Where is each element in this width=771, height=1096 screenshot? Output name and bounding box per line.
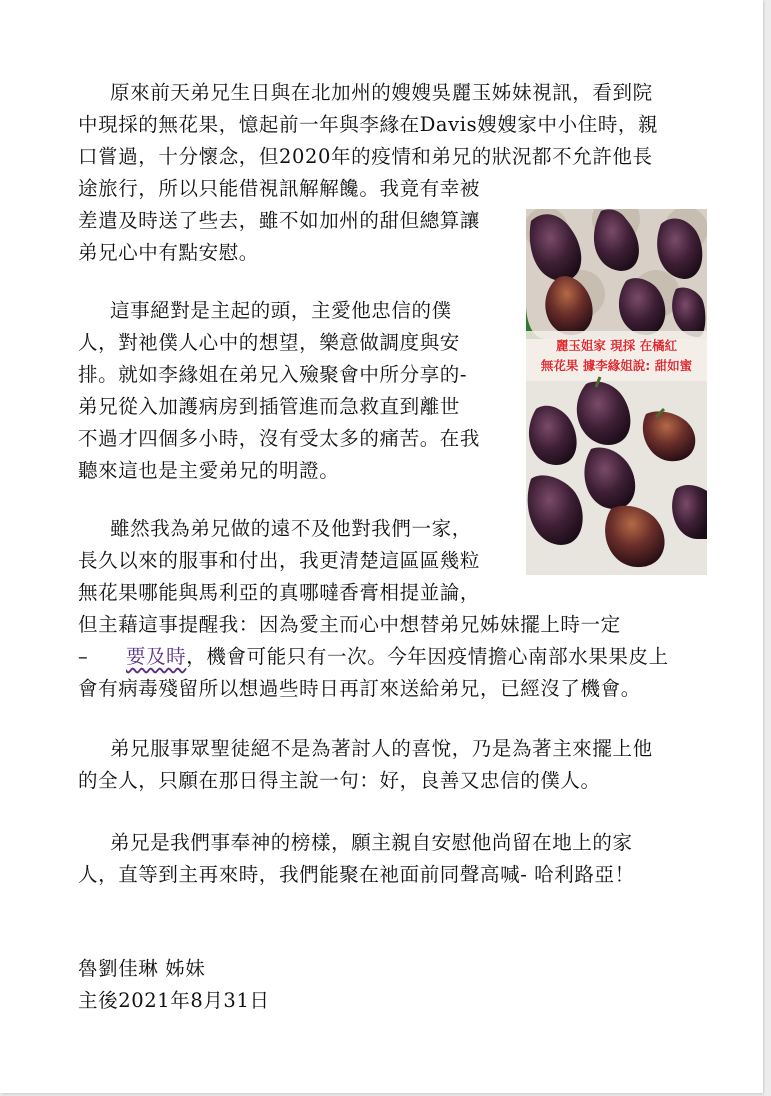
paragraph-2-line-1: 這事絕對是主起的頭，主愛他忠信的僕 xyxy=(110,299,452,322)
paragraph-2-line-3: 排。就如李緣姐在弟兄入殮聚會中所分享的- xyxy=(78,363,468,386)
letter-date: 主後2021年8月31日 xyxy=(78,989,270,1012)
photo-caption-line-2: 無花果 據李緣姐說: 甜如蜜 xyxy=(540,358,693,373)
paragraph-1-line-4: 途旅行，所以只能借視訊解解饞。我竟有幸被 xyxy=(78,177,481,200)
paragraph-3-line-1: 雖然我為弟兄做的遠不及他對我們一家， xyxy=(110,517,472,540)
paragraph-1-line-1: 原來前天弟兄生日與在北加州的嫂嫂吳麗玉姊妹視訊，看到院 xyxy=(110,81,653,104)
paragraph-5-line-2: 人，直等到主再來時，我們能聚在祂面前同聲高喊- 哈利路亞！ xyxy=(78,863,635,886)
paragraph-3-line-4: 但主藉這事提醒我：因為愛主而心中想替弟兄姊妹擺上時一定 xyxy=(78,613,621,636)
paragraph-3-line-6: 會有病毒殘留所以想過些時日再訂來送給弟兄，已經沒了機會。 xyxy=(78,677,641,700)
paragraph-2-line-4: 弟兄從入加護病房到插管進而急救直到離世 xyxy=(78,395,460,418)
fig-photo-illustration xyxy=(526,209,707,575)
paragraph-3-line-5 xyxy=(78,645,669,669)
paragraph-2-line-2: 人，對祂僕人心中的想望，樂意做調度與安 xyxy=(78,331,460,354)
paragraph-2-line-5: 不過才四個多小時，沒有受太多的痛苦。在我 xyxy=(78,427,481,450)
photo-caption-line-1: 麗玉姐家 現採 在橘紅 xyxy=(555,338,678,353)
paragraph-1-line-6: 弟兄心中有點安慰。 xyxy=(78,241,259,264)
paragraph-1-line-3: 口嘗過，十分懷念，但2020年的疫情和弟兄的狀況都不允許他長 xyxy=(78,145,653,168)
paragraph-3-line-5-rest: ，機會可能只有一次。今年因疫情擔心南部水果果皮上 xyxy=(186,645,669,668)
page-edge xyxy=(765,0,771,1096)
paragraph-1-line-5: 差遣及時送了些去，雖不如加州的甜但總算讓 xyxy=(78,209,481,232)
paragraph-3-line-3: 無花果哪能與馬利亞的真哪噠香膏相提並論， xyxy=(78,581,481,604)
paragraph-5-line-1: 弟兄是我們事奉神的榜樣，願主親自安慰他尚留在地上的家 xyxy=(110,831,633,854)
paragraph-4-line-1: 弟兄服事眾聖徒絕不是為著討人的喜悅，乃是為著主來擺上他 xyxy=(110,737,653,760)
signature: 魯劉佳琳 姊妹 xyxy=(78,957,206,980)
paragraph-3-line-2: 長久以來的服事和付出，我更清楚這區區幾粒 xyxy=(78,549,481,572)
paragraph-2-line-6: 聽來這也是主愛弟兄的明證。 xyxy=(78,459,340,482)
dash-mark: – xyxy=(78,645,89,668)
fig-photo xyxy=(526,209,707,575)
highlighted-phrase: 要及時 xyxy=(125,645,187,668)
paragraph-4-line-2: 的全人，只願在那日得主說一句：好，良善又忠信的僕人。 xyxy=(78,769,601,792)
paragraph-1-line-2: 中現採的無花果，憶起前一年與李緣在Davis嫂嫂家中小住時，親 xyxy=(78,113,659,136)
